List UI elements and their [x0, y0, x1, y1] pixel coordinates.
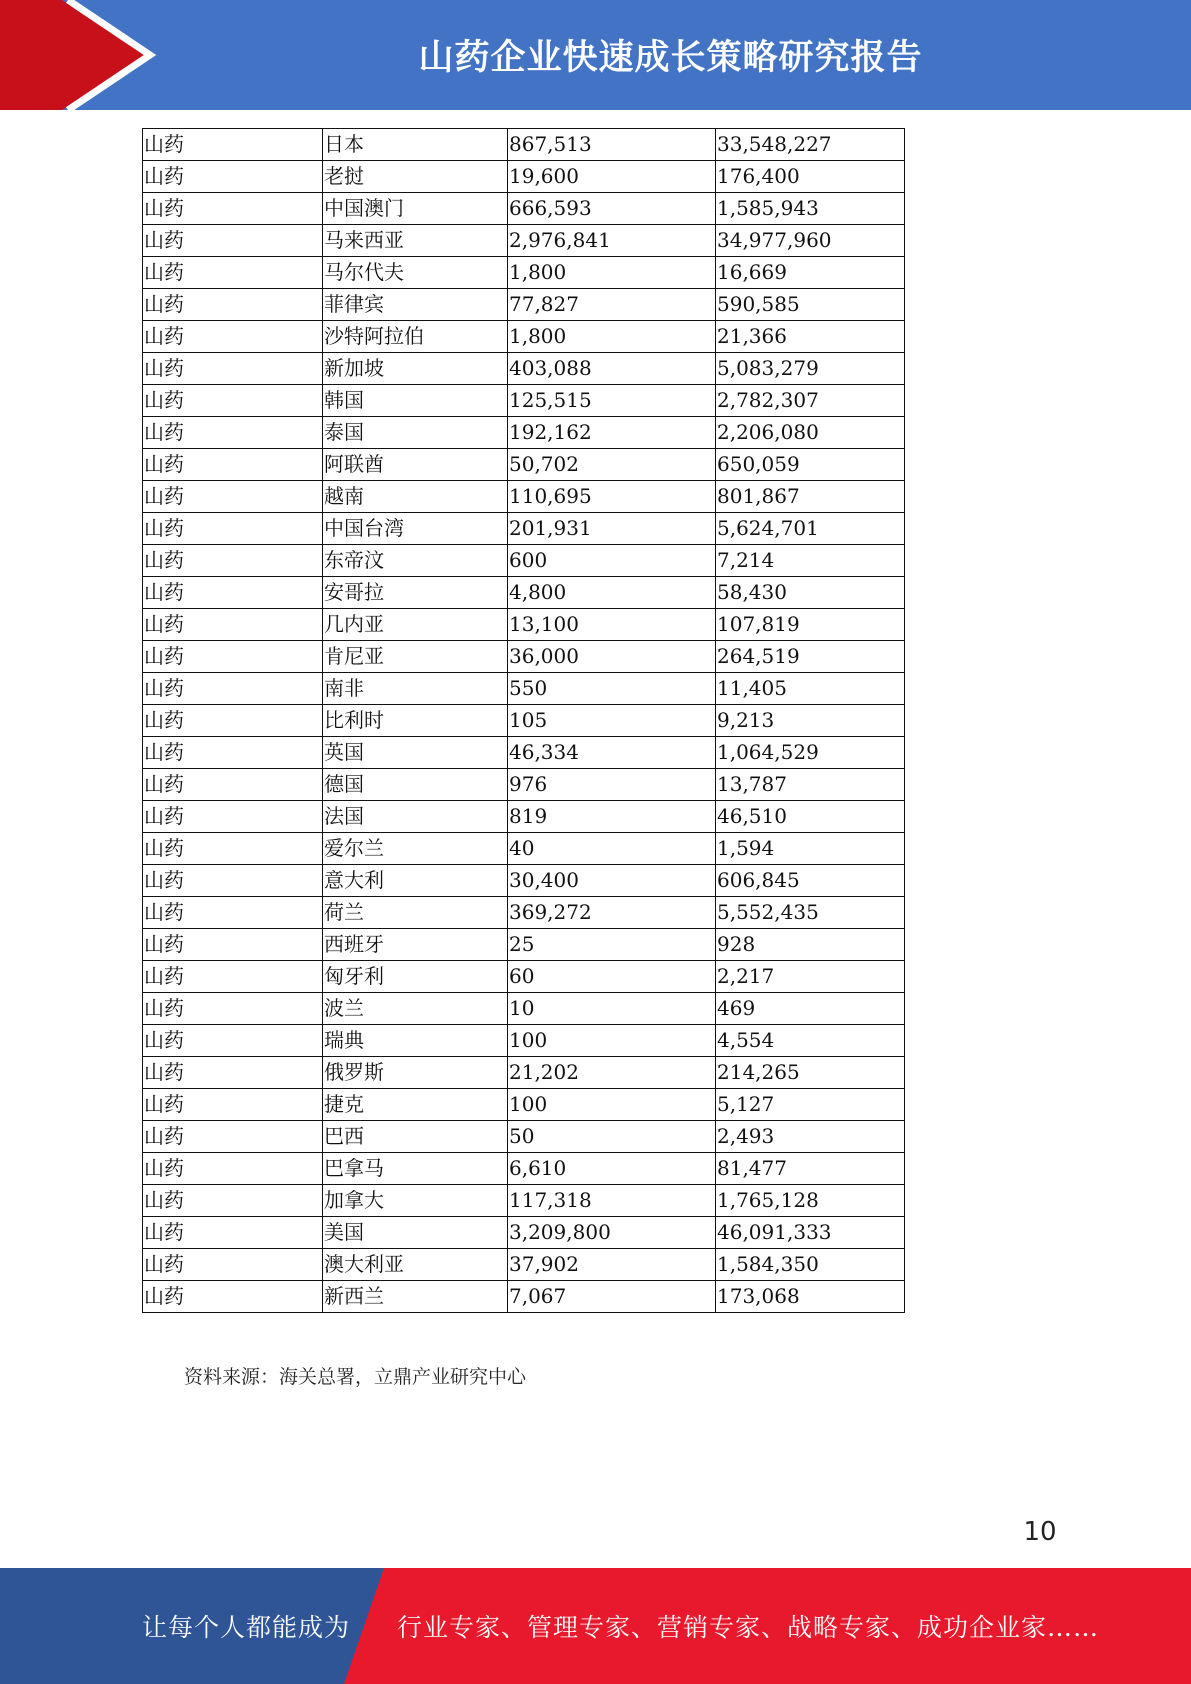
country-cell: 新西兰: [323, 1281, 508, 1313]
table-row: [143, 161, 905, 193]
country-cell: 东帝汶: [323, 545, 508, 577]
product-cell: 山药: [143, 1089, 323, 1121]
product-cell: 山药: [143, 705, 323, 737]
quantity-cell: 13,100: [508, 609, 716, 641]
product-cell: 山药: [143, 1025, 323, 1057]
country-cell: 匈牙利: [323, 961, 508, 993]
table-row: [143, 1057, 905, 1089]
value-cell: 9,213: [716, 705, 905, 737]
table-row: [143, 1089, 905, 1121]
product-cell: 山药: [143, 1185, 323, 1217]
product-cell: 山药: [143, 161, 323, 193]
value-cell: 264,519: [716, 641, 905, 673]
value-cell: 5,083,279: [716, 353, 905, 385]
value-cell: 13,787: [716, 769, 905, 801]
value-cell: 590,585: [716, 289, 905, 321]
table-row: [143, 193, 905, 225]
table-row: [143, 481, 905, 513]
country-cell: 安哥拉: [323, 577, 508, 609]
value-cell: 58,430: [716, 577, 905, 609]
product-cell: 山药: [143, 833, 323, 865]
page-header: [0, 0, 1191, 110]
value-cell: 214,265: [716, 1057, 905, 1089]
quantity-cell: 21,202: [508, 1057, 716, 1089]
table-row: [143, 705, 905, 737]
value-cell: 81,477: [716, 1153, 905, 1185]
page-footer: [0, 1568, 1191, 1684]
country-cell: 泰国: [323, 417, 508, 449]
quantity-cell: 867,513: [508, 129, 716, 161]
table-row: [143, 257, 905, 289]
footer-slogan-right: 行业专家、管理专家、营销专家、战略专家、成功企业家……: [397, 1613, 1100, 1642]
value-cell: 46,091,333: [716, 1217, 905, 1249]
value-cell: 34,977,960: [716, 225, 905, 257]
quantity-cell: 7,067: [508, 1281, 716, 1313]
report-title: 山药企业快速成长策略研究报告: [418, 38, 923, 78]
table-row: [143, 225, 905, 257]
country-cell: 法国: [323, 801, 508, 833]
product-cell: 山药: [143, 641, 323, 673]
table-row: [143, 673, 905, 705]
country-cell: 韩国: [323, 385, 508, 417]
country-cell: 捷克: [323, 1089, 508, 1121]
quantity-cell: 36,000: [508, 641, 716, 673]
value-cell: 46,510: [716, 801, 905, 833]
country-cell: 意大利: [323, 865, 508, 897]
table-row: [143, 833, 905, 865]
quantity-cell: 403,088: [508, 353, 716, 385]
country-cell: 俄罗斯: [323, 1057, 508, 1089]
table-row: [143, 737, 905, 769]
export-data-table: [142, 128, 905, 1313]
quantity-cell: 77,827: [508, 289, 716, 321]
footer-slogan-left: 让每个人都能成为: [142, 1613, 351, 1642]
product-cell: 山药: [143, 961, 323, 993]
value-cell: 107,819: [716, 609, 905, 641]
value-cell: 7,214: [716, 545, 905, 577]
quantity-cell: 201,931: [508, 513, 716, 545]
country-cell: 巴西: [323, 1121, 508, 1153]
value-cell: 1,585,943: [716, 193, 905, 225]
quantity-cell: 600: [508, 545, 716, 577]
value-cell: 1,584,350: [716, 1249, 905, 1281]
country-cell: 阿联酋: [323, 449, 508, 481]
source-note: 资料来源：海关总署，立鼎产业研究中心: [184, 1366, 527, 1388]
quantity-cell: 6,610: [508, 1153, 716, 1185]
table-row: [143, 801, 905, 833]
country-cell: 沙特阿拉伯: [323, 321, 508, 353]
value-cell: 1,765,128: [716, 1185, 905, 1217]
value-cell: 16,669: [716, 257, 905, 289]
quantity-cell: 30,400: [508, 865, 716, 897]
quantity-cell: 550: [508, 673, 716, 705]
product-cell: 山药: [143, 353, 323, 385]
product-cell: 山药: [143, 225, 323, 257]
product-cell: 山药: [143, 993, 323, 1025]
value-cell: 5,624,701: [716, 513, 905, 545]
table-row: [143, 1185, 905, 1217]
quantity-cell: 1,800: [508, 321, 716, 353]
quantity-cell: 46,334: [508, 737, 716, 769]
product-cell: 山药: [143, 769, 323, 801]
value-cell: 176,400: [716, 161, 905, 193]
quantity-cell: 3,209,800: [508, 1217, 716, 1249]
value-cell: 5,552,435: [716, 897, 905, 929]
country-cell: 加拿大: [323, 1185, 508, 1217]
value-cell: 173,068: [716, 1281, 905, 1313]
country-cell: 美国: [323, 1217, 508, 1249]
quantity-cell: 369,272: [508, 897, 716, 929]
product-cell: 山药: [143, 1281, 323, 1313]
country-cell: 德国: [323, 769, 508, 801]
country-cell: 波兰: [323, 993, 508, 1025]
header-arrow-decoration: [0, 0, 160, 110]
table-row: [143, 1249, 905, 1281]
product-cell: 山药: [143, 897, 323, 929]
quantity-cell: 40: [508, 833, 716, 865]
table-row: [143, 609, 905, 641]
product-cell: 山药: [143, 737, 323, 769]
table-row: [143, 1217, 905, 1249]
product-cell: 山药: [143, 673, 323, 705]
quantity-cell: 50,702: [508, 449, 716, 481]
table-row: [143, 577, 905, 609]
value-cell: 2,206,080: [716, 417, 905, 449]
product-cell: 山药: [143, 513, 323, 545]
product-cell: 山药: [143, 289, 323, 321]
quantity-cell: 25: [508, 929, 716, 961]
table-row: [143, 897, 905, 929]
quantity-cell: 100: [508, 1089, 716, 1121]
quantity-cell: 125,515: [508, 385, 716, 417]
value-cell: 928: [716, 929, 905, 961]
product-cell: 山药: [143, 417, 323, 449]
value-cell: 1,594: [716, 833, 905, 865]
country-cell: 荷兰: [323, 897, 508, 929]
product-cell: 山药: [143, 929, 323, 961]
quantity-cell: 819: [508, 801, 716, 833]
page-number: 10: [1023, 1517, 1057, 1547]
table-row: [143, 641, 905, 673]
quantity-cell: 192,162: [508, 417, 716, 449]
product-cell: 山药: [143, 865, 323, 897]
table-row: [143, 929, 905, 961]
table-row: [143, 321, 905, 353]
quantity-cell: 1,800: [508, 257, 716, 289]
product-cell: 山药: [143, 1217, 323, 1249]
product-cell: 山药: [143, 193, 323, 225]
table-row: [143, 1153, 905, 1185]
value-cell: 650,059: [716, 449, 905, 481]
country-cell: 中国台湾: [323, 513, 508, 545]
table-row: [143, 449, 905, 481]
country-cell: 马尔代夫: [323, 257, 508, 289]
value-cell: 2,782,307: [716, 385, 905, 417]
quantity-cell: 4,800: [508, 577, 716, 609]
country-cell: 几内亚: [323, 609, 508, 641]
product-cell: 山药: [143, 321, 323, 353]
product-cell: 山药: [143, 609, 323, 641]
quantity-cell: 2,976,841: [508, 225, 716, 257]
value-cell: 2,217: [716, 961, 905, 993]
country-cell: 瑞典: [323, 1025, 508, 1057]
table-row: [143, 769, 905, 801]
country-cell: 南非: [323, 673, 508, 705]
table-row: [143, 385, 905, 417]
table-row: [143, 289, 905, 321]
value-cell: 801,867: [716, 481, 905, 513]
country-cell: 肯尼亚: [323, 641, 508, 673]
table-row: [143, 417, 905, 449]
quantity-cell: 976: [508, 769, 716, 801]
country-cell: 西班牙: [323, 929, 508, 961]
country-cell: 澳大利亚: [323, 1249, 508, 1281]
table-row: [143, 545, 905, 577]
quantity-cell: 105: [508, 705, 716, 737]
country-cell: 菲律宾: [323, 289, 508, 321]
table-row: [143, 865, 905, 897]
product-cell: 山药: [143, 1249, 323, 1281]
country-cell: 老挝: [323, 161, 508, 193]
product-cell: 山药: [143, 385, 323, 417]
country-cell: 日本: [323, 129, 508, 161]
quantity-cell: 110,695: [508, 481, 716, 513]
country-cell: 中国澳门: [323, 193, 508, 225]
table-row: [143, 1281, 905, 1313]
value-cell: 11,405: [716, 673, 905, 705]
quantity-cell: 117,318: [508, 1185, 716, 1217]
product-cell: 山药: [143, 257, 323, 289]
quantity-cell: 50: [508, 1121, 716, 1153]
value-cell: 2,493: [716, 1121, 905, 1153]
table-row: [143, 961, 905, 993]
product-cell: 山药: [143, 801, 323, 833]
product-cell: 山药: [143, 1057, 323, 1089]
product-cell: 山药: [143, 545, 323, 577]
value-cell: 606,845: [716, 865, 905, 897]
table-row: [143, 513, 905, 545]
value-cell: 21,366: [716, 321, 905, 353]
product-cell: 山药: [143, 481, 323, 513]
table-row: [143, 1121, 905, 1153]
value-cell: 1,064,529: [716, 737, 905, 769]
product-cell: 山药: [143, 449, 323, 481]
country-cell: 新加坡: [323, 353, 508, 385]
value-cell: 33,548,227: [716, 129, 905, 161]
quantity-cell: 666,593: [508, 193, 716, 225]
quantity-cell: 19,600: [508, 161, 716, 193]
table-row: [143, 353, 905, 385]
product-cell: 山药: [143, 1153, 323, 1185]
country-cell: 爱尔兰: [323, 833, 508, 865]
table-row: [143, 1025, 905, 1057]
value-cell: 4,554: [716, 1025, 905, 1057]
country-cell: 马来西亚: [323, 225, 508, 257]
value-cell: 5,127: [716, 1089, 905, 1121]
country-cell: 比利时: [323, 705, 508, 737]
quantity-cell: 100: [508, 1025, 716, 1057]
value-cell: 469: [716, 993, 905, 1025]
product-cell: 山药: [143, 129, 323, 161]
quantity-cell: 10: [508, 993, 716, 1025]
country-cell: 英国: [323, 737, 508, 769]
quantity-cell: 60: [508, 961, 716, 993]
country-cell: 巴拿马: [323, 1153, 508, 1185]
quantity-cell: 37,902: [508, 1249, 716, 1281]
country-cell: 越南: [323, 481, 508, 513]
table-row: [143, 129, 905, 161]
table-row: [143, 993, 905, 1025]
product-cell: 山药: [143, 577, 323, 609]
product-cell: 山药: [143, 1121, 323, 1153]
